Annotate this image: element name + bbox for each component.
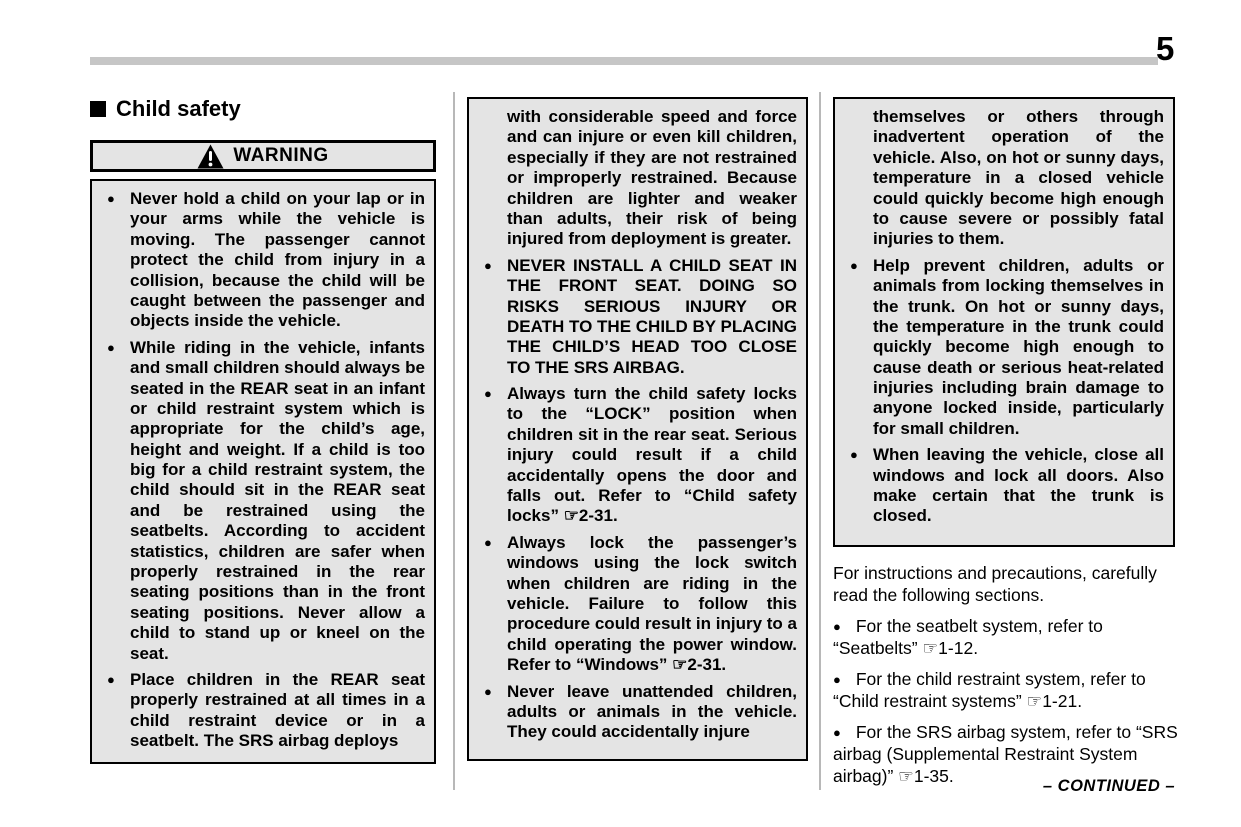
warning-box-left-column [90, 179, 436, 764]
column-divider [453, 92, 455, 790]
reference-item-text: For the child restraint system, refer to “Child restraint systems” ☞1-21. [833, 669, 1146, 712]
list-item [843, 256, 1164, 440]
bullet-icon: ● [484, 257, 492, 273]
bullet-icon: ● [833, 672, 841, 688]
bullet-icon: ● [107, 671, 115, 687]
warning-triangle-icon [197, 144, 224, 169]
list-item [477, 682, 797, 743]
bullet-icon: ● [850, 257, 858, 273]
bullet-icon: ● [484, 386, 492, 402]
reference-intro: For instructions and precautions, carefully read the following sections. [833, 563, 1157, 606]
reference-item-text: For the seatbelt system, refer to “Seatbelts” ☞1-12. [833, 616, 1103, 659]
warning-header [90, 140, 436, 172]
list-item [477, 384, 797, 527]
list-item [843, 445, 1164, 527]
warning-label: WARNING [233, 145, 329, 166]
list-item [100, 338, 425, 664]
warning-list [100, 189, 425, 752]
list-item [100, 189, 425, 332]
bullet-icon: ● [107, 339, 115, 355]
reference-item [833, 615, 1179, 659]
list-item [100, 670, 425, 752]
bullet-icon: ● [833, 619, 841, 635]
bullet-icon: ● [484, 534, 492, 550]
list-item [477, 533, 797, 676]
bullet-icon: ● [833, 725, 841, 741]
list-item-text: Never leave unattended children, adults or animals in the vehicle. They could accidentally injure [507, 681, 797, 742]
reference-item [833, 668, 1179, 712]
bullet-icon: ● [850, 447, 858, 463]
reference-item-text: For the SRS airbag system, refer to “SRS airbag (Supplemental Restraint System airbag)” ☞1-35. [833, 722, 1178, 787]
section-title: Child safety [116, 96, 241, 121]
reference-section [833, 562, 1179, 796]
warning-list [477, 256, 797, 743]
continuation-text: themselves or others through inadvertent operation of the vehicle. Also, on hot or sunny days, temperature in a closed vehicle could quickly become high enough to cause severe or possibly fatal injuries to them. [873, 107, 1164, 249]
section-marker-icon [90, 101, 106, 117]
list-item-text: Place children in the REAR seat properly restrained at all times in a child restraint device or in a seatbelt. The SRS airbag deploys [130, 669, 425, 751]
continuation-text: with considerable speed and force and can injure or even kill children, especially if they are not restrained or improperly restrained. Because children are lighter and weaker than adults, their risk of being injured from deployment is greater. [507, 107, 797, 249]
bullet-icon: ● [107, 191, 115, 206]
warning-list [843, 256, 1164, 527]
warning-box-middle-column [467, 97, 808, 761]
list-item-text: Always lock the passenger’s windows using the lock switch when children are riding in the vehicle. Failure to follow this procedure could result in injury to a child operating the power window. Refer to “Windows” ☞2-31. [507, 532, 797, 675]
list-item [477, 256, 797, 378]
list-item-text: Always turn the child safety locks to the “LOCK” position when children sit in the rear seat. Serious injury could result if a child accidentally opens the door and falls out. Refer to “Child safety locks” ☞2-31. [507, 384, 797, 526]
warning-box-right-column [833, 97, 1175, 547]
section-heading [90, 98, 241, 120]
list-item-text: NEVER INSTALL A CHILD SEAT IN THE FRONT SEAT. DOING SO RISKS SERIOUS INJURY OR DEATH TO THE CHILD BY PLACING THE CHILD’S HEAD TOO CLOSE TO THE SRS AIRBAG. [507, 255, 797, 377]
column-divider [819, 92, 821, 790]
list-item-text: Never hold a child on your lap or in your arms while the vehicle is moving. The passenger cannot protect the child from injury in a collision, because the child will be caught between the passenger and objects inside the vehicle. [130, 189, 425, 331]
bullet-icon: ● [484, 683, 492, 699]
continued-marker: – CONTINUED – [1042, 777, 1175, 795]
page-number: 5 [1156, 30, 1175, 67]
list-item-text: When leaving the vehicle, close all windows and lock all doors. Also make certain that the trunk is closed. [873, 445, 1164, 526]
list-item-text: While riding in the vehicle, infants and small children should always be seated in the REAR seat in an infant or child restraint system which is appropriate for the child’s age, height and weight. If a child is too big for a child restraint system, the child should sit in the REAR seat and be restrained using the seatbelts. According to accident statistics, children are safer when properly restrained in the rear seating positions than in the front seating positions. Never allow a child to stand up or kneel on the seat. [130, 337, 425, 663]
list-item-text: Help prevent children, adults or animals from locking themselves in the trunk. On hot or sunny days, the temperature in the trunk could quickly become high enough to cause death or serious heat-related injuries including brain damage to anyone locked inside, particularly for small children. [873, 255, 1164, 438]
page-header-rule [90, 57, 1158, 65]
